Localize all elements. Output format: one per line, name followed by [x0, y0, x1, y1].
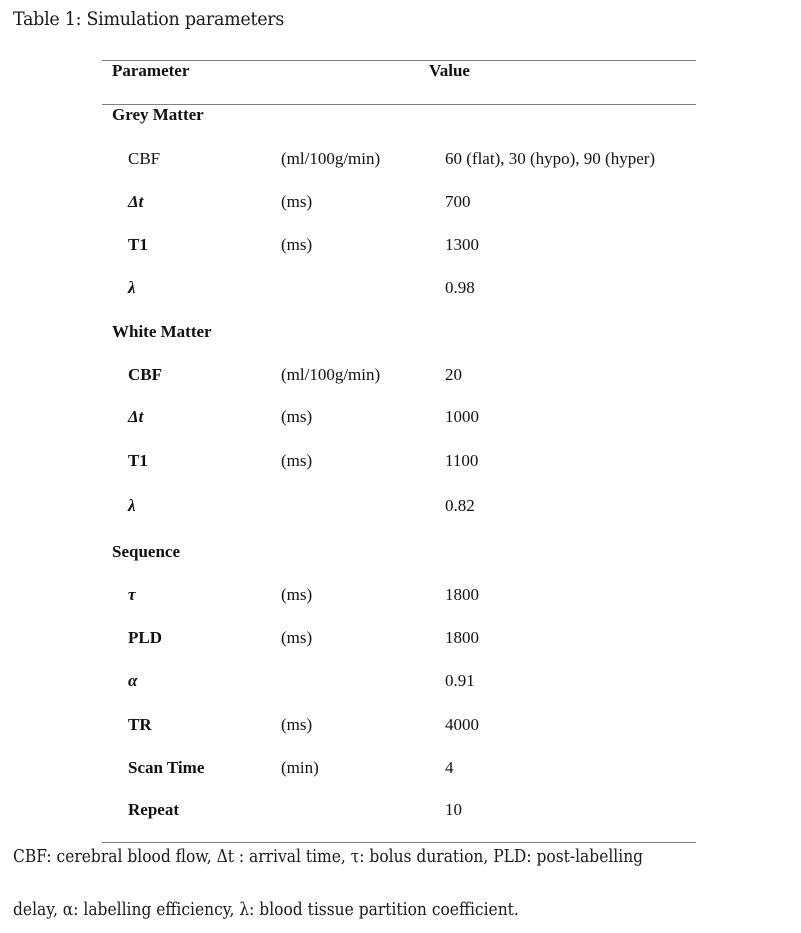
param-name: Scan Time: [128, 758, 205, 777]
header-value: Value: [429, 61, 470, 80]
param-unit: (ms): [281, 192, 313, 211]
param-name: Repeat: [128, 800, 179, 819]
param-unit: (ms): [281, 628, 313, 647]
param-name: TR: [128, 715, 152, 734]
table-top-rule: [102, 60, 696, 61]
param-unit: (ms): [281, 451, 313, 470]
group-label-sequence: Sequence: [112, 542, 180, 561]
param-unit: (ml/100g/min): [281, 149, 381, 168]
param-unit: (ms): [281, 715, 313, 734]
param-name: Δt: [128, 407, 144, 426]
param-name: τ: [128, 585, 136, 604]
header-parameter: Parameter: [112, 61, 190, 80]
param-unit: (ms): [281, 235, 313, 254]
param-unit: (ms): [281, 407, 313, 426]
param-name: α: [128, 671, 138, 690]
footnote-line-2: delay, α: labelling efficiency, λ: blood tissue partition coefficient.: [13, 899, 519, 920]
group-label-grey-matter: Grey Matter: [112, 105, 204, 124]
param-value: 1800: [445, 585, 479, 604]
footnote-line-1: CBF: cerebral blood flow, Δt : arrival time, τ: bolus duration, PLD: post-labelling: [13, 846, 644, 867]
param-value: 20: [445, 365, 462, 384]
param-unit: (ms): [281, 585, 313, 604]
param-value: 1100: [445, 451, 479, 470]
param-value: 0.98: [445, 278, 475, 297]
param-value: 0.82: [445, 496, 475, 515]
param-value: 700: [445, 192, 471, 211]
param-name: λ: [128, 278, 136, 297]
table-caption: Table 1: Simulation parameters: [13, 8, 285, 30]
group-label-white-matter: White Matter: [112, 322, 212, 341]
param-name: T1: [128, 451, 148, 470]
param-unit: (ml/100g/min): [281, 365, 381, 384]
param-name: λ: [128, 496, 136, 515]
param-name: Δt: [128, 192, 144, 211]
param-name: T1: [128, 235, 148, 254]
param-value: 1800: [445, 628, 479, 647]
param-value: 4000: [445, 715, 479, 734]
table-bottom-rule: [102, 842, 696, 843]
param-value: 4: [445, 758, 454, 777]
param-name: PLD: [128, 628, 162, 647]
param-name: CBF: [128, 149, 161, 168]
param-value: 0.91: [445, 671, 475, 690]
param-value: 1000: [445, 407, 479, 426]
param-name: CBF: [128, 365, 162, 384]
param-value: 60 (flat), 30 (hypo), 90 (hyper): [445, 149, 656, 168]
param-value: 1300: [445, 235, 479, 254]
param-value: 10: [445, 800, 462, 819]
param-unit: (min): [281, 758, 319, 777]
